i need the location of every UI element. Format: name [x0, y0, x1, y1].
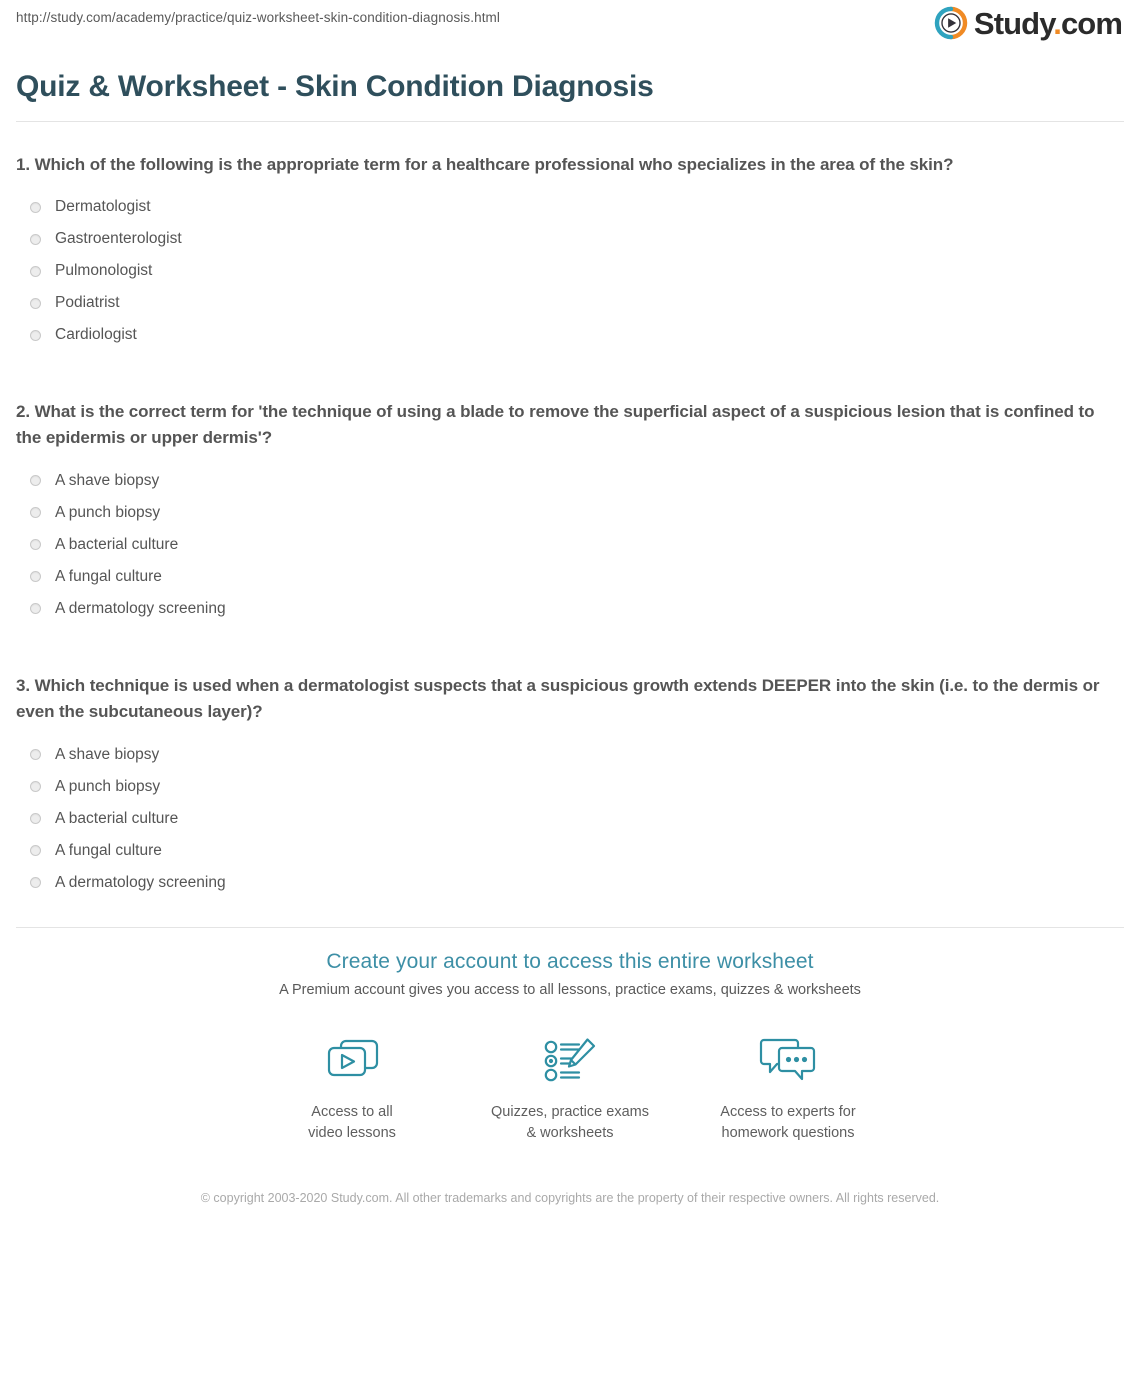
feature-label — [243, 1102, 461, 1144]
logo-word-study: Study — [973, 5, 1054, 41]
feature-expert-help — [679, 1032, 897, 1144]
radio-button-icon[interactable] — [30, 202, 41, 213]
feature-label-line1: Access to all — [311, 1103, 393, 1120]
page-url: http://study.com/academy/practice/quiz-worksheet-skin-condition-diagnosis.html — [16, 10, 501, 25]
option-label: Gastroenterologist — [55, 230, 182, 248]
radio-button-icon[interactable] — [30, 845, 41, 856]
option-row[interactable] — [16, 223, 1124, 255]
option-row[interactable] — [16, 319, 1124, 351]
options-list — [16, 191, 1124, 351]
radio-button-icon[interactable] — [30, 266, 41, 277]
option-row[interactable] — [16, 191, 1124, 223]
radio-button-icon[interactable] — [30, 298, 41, 309]
logo-word-dot: . — [1053, 5, 1061, 41]
option-label: Pulmonologist — [55, 262, 153, 280]
studycom-logo[interactable] — [934, 6, 1122, 40]
logo-word-tld: com — [1060, 5, 1122, 41]
option-row[interactable] — [16, 561, 1124, 593]
option-label: A dermatology screening — [55, 873, 226, 891]
cta-section — [16, 928, 1124, 1208]
options-list — [16, 739, 1124, 899]
options-list — [16, 465, 1124, 625]
question-text: 3. Which technique is used when a dermatologist suspects that a suspicious growth extends DEEPER into the skin (i.e. to the dermis or even the subcutaneous layer)? — [16, 675, 1100, 721]
radio-button-icon[interactable] — [30, 877, 41, 888]
option-label: A fungal culture — [55, 567, 162, 585]
radio-button-icon[interactable] — [30, 539, 41, 550]
option-label: A shave biopsy — [55, 471, 160, 489]
option-row[interactable] — [16, 593, 1124, 625]
question-spacer — [16, 651, 1124, 673]
questions-list — [16, 122, 1124, 899]
option-label: A punch biopsy — [55, 777, 161, 795]
option-label: A bacterial culture — [55, 535, 179, 553]
option-label: Podiatrist — [55, 294, 120, 312]
features-row — [16, 998, 1124, 1144]
option-label: A punch biopsy — [55, 503, 161, 521]
copyright-notice: © copyright 2003-2020 Study.com. All other trademarks and copyrights are the property of their respective owners. All rights reserved. — [200, 1190, 940, 1205]
feature-label-line1: Quizzes, practice exams — [491, 1103, 649, 1120]
radio-button-icon[interactable] — [30, 571, 41, 582]
create-account-link[interactable]: Create your account to access this entire worksheet — [326, 949, 814, 973]
question-block — [16, 152, 1124, 352]
feature-quizzes-worksheets — [461, 1032, 679, 1144]
radio-button-icon[interactable] — [30, 749, 41, 760]
option-row[interactable] — [16, 803, 1124, 835]
feature-video-lessons — [243, 1032, 461, 1144]
option-label: A fungal culture — [55, 841, 162, 859]
option-label: A dermatology screening — [55, 599, 226, 617]
chat-bubbles-icon — [679, 1032, 897, 1090]
option-row[interactable] — [16, 835, 1124, 867]
feature-label — [679, 1102, 897, 1144]
radio-button-icon[interactable] — [30, 813, 41, 824]
page-title: Quiz & Worksheet - Skin Condition Diagnosis — [16, 70, 654, 103]
question-text: 1. Which of the following is the appropriate term for a healthcare professional who specializes in the area of the skin? — [16, 154, 954, 174]
cta-subheading: A Premium account gives you access to all lessons, practice exams, quizzes & worksheets — [279, 981, 861, 998]
option-row[interactable] — [16, 771, 1124, 803]
option-row[interactable] — [16, 255, 1124, 287]
feature-label-line2: & worksheets — [526, 1124, 614, 1141]
question-block — [16, 399, 1124, 625]
option-row[interactable] — [16, 497, 1124, 529]
option-row[interactable] — [16, 867, 1124, 899]
option-row[interactable] — [16, 287, 1124, 319]
radio-button-icon[interactable] — [30, 475, 41, 486]
question-text: 2. What is the correct term for 'the technique of using a blade to remove the superficial aspect of a suspicious lesion that is confined to the epidermis or upper dermis'? — [16, 402, 1095, 448]
radio-button-icon[interactable] — [30, 330, 41, 341]
option-row[interactable] — [16, 465, 1124, 497]
feature-label-line2: homework questions — [721, 1124, 855, 1141]
quiz-pencil-icon — [461, 1032, 679, 1090]
play-circle-icon — [934, 6, 968, 40]
logo-wordmark — [973, 5, 1122, 41]
question-block — [16, 673, 1124, 899]
option-label: Dermatologist — [55, 198, 151, 216]
video-lessons-icon — [243, 1032, 461, 1090]
option-label: A shave biopsy — [55, 745, 160, 763]
radio-button-icon[interactable] — [30, 781, 41, 792]
option-row[interactable] — [16, 739, 1124, 771]
option-label: A bacterial culture — [55, 809, 179, 827]
radio-button-icon[interactable] — [30, 234, 41, 245]
feature-label-line1: Access to experts for — [720, 1103, 856, 1120]
radio-button-icon[interactable] — [30, 603, 41, 614]
radio-button-icon[interactable] — [30, 507, 41, 518]
feature-label-line2: video lessons — [308, 1124, 396, 1141]
option-label: Cardiologist — [55, 326, 137, 344]
question-spacer — [16, 377, 1124, 399]
page-header — [16, 0, 1124, 56]
feature-label — [461, 1102, 679, 1144]
option-row[interactable] — [16, 529, 1124, 561]
